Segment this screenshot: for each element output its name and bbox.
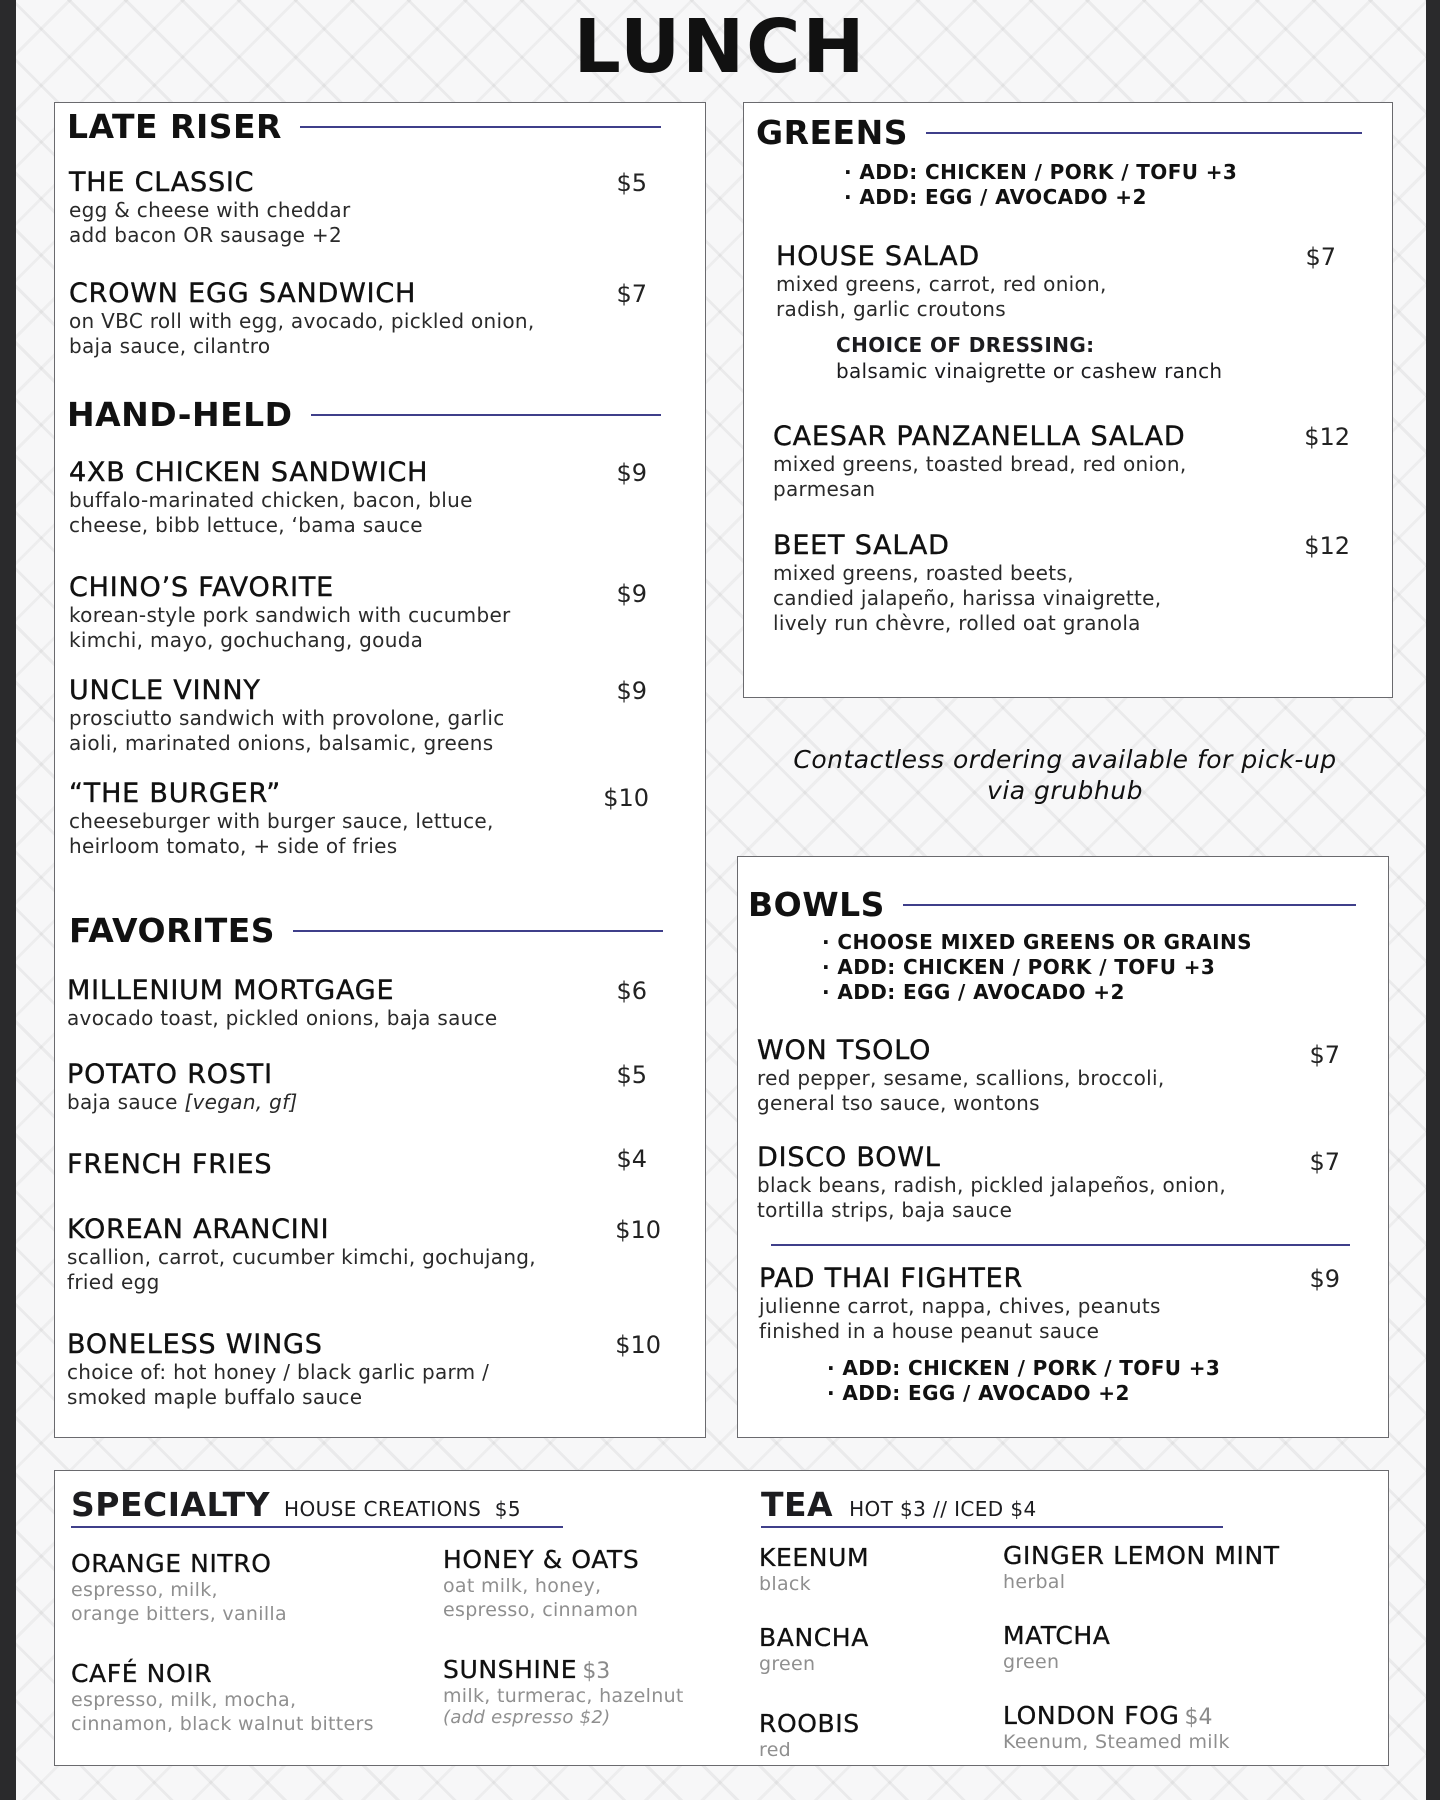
item-price: $12 xyxy=(1304,423,1350,451)
item-desc: korean-style pork sandwich with cucumber xyxy=(69,603,511,627)
item-name: POTATO ROSTI xyxy=(67,1059,273,1090)
bowls-add-egg-avocado: · ADD: EGG / AVOCADO +2 xyxy=(822,980,1125,1004)
drink-name: HONEY & OATS xyxy=(443,1545,640,1574)
bowls-header xyxy=(748,885,1356,924)
drink-name: LONDON FOG xyxy=(1003,1701,1180,1730)
menu-item-uncle-vinny xyxy=(69,675,647,756)
item-name: MILLENIUM MORTGAGE xyxy=(67,975,395,1006)
section-rule xyxy=(311,414,661,416)
section-rule xyxy=(293,930,663,932)
menu-item-disco-bowl xyxy=(757,1142,1340,1223)
specialty-heading: SPECIALTY xyxy=(71,1485,271,1524)
greens-add-protein: · ADD: CHICKEN / PORK / TOFU +3 xyxy=(844,160,1238,184)
drink-cafe-noir xyxy=(71,1659,374,1736)
item-name: BEET SALAD xyxy=(773,530,950,561)
item-desc: fried egg xyxy=(67,1270,160,1294)
item-desc: egg & cheese with cheddar xyxy=(69,198,351,222)
menu-item-won-tsolo xyxy=(757,1035,1340,1116)
drink-name: ORANGE NITRO xyxy=(71,1549,272,1578)
drink-desc: oat milk, honey, xyxy=(443,1575,602,1597)
item-name: BONELESS WINGS xyxy=(67,1329,323,1360)
item-desc: heirloom tomato, + side of fries xyxy=(69,834,398,858)
item-desc: mixed greens, carrot, red onion, xyxy=(776,272,1107,296)
item-name: HOUSE SALAD xyxy=(776,241,980,272)
item-price: $10 xyxy=(615,1216,661,1244)
item-name: 4XB CHICKEN SANDWICH xyxy=(69,457,429,488)
drink-orange-nitro xyxy=(71,1549,287,1626)
note-line-1: Contactless ordering available for pick-up xyxy=(793,745,1337,774)
drink-desc: espresso, milk, mocha, xyxy=(71,1689,297,1711)
tea-header xyxy=(761,1485,1231,1528)
drink-desc: red xyxy=(759,1739,792,1761)
menu-title: LUNCH xyxy=(573,4,867,90)
item-name: CAESAR PANZANELLA SALAD xyxy=(773,421,1186,452)
drink-honey-and-oats xyxy=(443,1545,639,1622)
item-name: CROWN EGG SANDWICH xyxy=(69,278,417,309)
tea-matcha xyxy=(1003,1621,1111,1674)
item-desc: smoked maple buffalo sauce xyxy=(67,1385,363,1409)
item-name: THE CLASSIC xyxy=(69,167,255,198)
item-desc: buffalo-marinated chicken, bacon, blue xyxy=(69,488,473,512)
drinks-panel xyxy=(54,1470,1389,1766)
contactless-ordering-note xyxy=(760,744,1370,806)
item-price: $9 xyxy=(616,677,647,705)
item-name: KOREAN ARANCINI xyxy=(67,1214,330,1245)
item-desc xyxy=(67,1090,661,1115)
section-rule xyxy=(761,1526,1223,1528)
right-frame-edge xyxy=(1426,0,1440,1800)
drink-name: ROOBIS xyxy=(759,1709,860,1738)
hand-held-header xyxy=(67,395,661,434)
item-name: WON TSOLO xyxy=(757,1035,932,1066)
item-desc: cheeseburger with burger sauce, lettuce, xyxy=(69,809,494,833)
item-desc: lively run chèvre, rolled oat granola xyxy=(773,611,1141,635)
tea-heading: TEA xyxy=(761,1485,834,1524)
drink-name: KEENUM xyxy=(759,1543,870,1572)
menu-item-caesar-panzanella-salad xyxy=(773,421,1350,502)
drink-desc: espresso, milk, xyxy=(71,1579,218,1601)
menu-item-4xb-chicken-sandwich xyxy=(69,457,647,538)
greens-add-egg-avocado: · ADD: EGG / AVOCADO +2 xyxy=(844,185,1147,209)
tea-subtitle: HOT $3 // ICED $4 xyxy=(849,1497,1037,1521)
item-price: $7 xyxy=(616,280,647,308)
item-desc: baja sauce, cilantro xyxy=(69,334,271,358)
item-name: FRENCH FRIES xyxy=(67,1149,273,1180)
item-price: $6 xyxy=(616,977,647,1005)
item-desc: cheese, bibb lettuce, ‘bama sauce xyxy=(69,513,423,537)
pad-thai-add-protein: · ADD: CHICKEN / PORK / TOFU +3 xyxy=(827,1356,1221,1380)
tea-london-fog xyxy=(1003,1701,1230,1754)
item-desc: general tso sauce, wontons xyxy=(757,1091,1040,1115)
favorites-heading: FAVORITES xyxy=(69,911,276,950)
drink-desc: green xyxy=(1003,1651,1060,1673)
menu-item-french-fries xyxy=(67,1143,661,1180)
item-desc: julienne carrot, nappa, chives, peanuts xyxy=(759,1294,1161,1318)
item-desc: add bacon OR sausage +2 xyxy=(69,223,342,247)
menu-item-beet-salad xyxy=(773,530,1350,636)
dressing-choice xyxy=(776,332,1350,384)
drink-name: CAFÉ NOIR xyxy=(71,1659,213,1688)
dressing-options: balsamic vinaigrette or cashew ranch xyxy=(836,359,1223,383)
item-desc: prosciutto sandwich with provolone, garlic xyxy=(69,706,505,730)
drink-name: SUNSHINE xyxy=(443,1655,578,1684)
item-desc: mixed greens, roasted beets, xyxy=(773,561,1074,585)
section-rule xyxy=(903,904,1356,906)
item-price: $10 xyxy=(615,1331,661,1359)
item-desc: on VBC roll with egg, avocado, pickled onion, xyxy=(69,309,535,333)
menu-item-millenium-mortgage xyxy=(67,975,661,1031)
item-name: UNCLE VINNY xyxy=(69,675,261,706)
bowls-choose-base: · CHOOSE MIXED GREENS OR GRAINS xyxy=(822,930,1252,954)
left-menu-panel xyxy=(54,102,706,1438)
item-price: $12 xyxy=(1304,532,1350,560)
bowls-add-protein: · ADD: CHICKEN / PORK / TOFU +3 xyxy=(822,955,1216,979)
item-price: $9 xyxy=(616,580,647,608)
item-desc: kimchi, mayo, gochuchang, gouda xyxy=(69,628,424,652)
drink-desc: cinnamon, black walnut bitters xyxy=(71,1713,374,1735)
tea-roobis xyxy=(759,1709,860,1762)
item-desc: choice of: hot honey / black garlic parm / xyxy=(67,1360,490,1384)
item-desc: scallion, carrot, cucumber kimchi, gochujang, xyxy=(67,1245,536,1269)
item-desc: candied jalapeño, harissa vinaigrette, xyxy=(773,586,1162,610)
bowls-heading: BOWLS xyxy=(748,885,885,924)
item-desc: red pepper, sesame, scallions, broccoli, xyxy=(757,1066,1165,1090)
item-desc: finished in a house peanut sauce xyxy=(759,1319,1100,1343)
drink-price: $4 xyxy=(1184,1705,1213,1730)
drink-price: $3 xyxy=(582,1659,611,1684)
item-name: “THE BURGER” xyxy=(69,778,282,809)
drink-desc: Keenum, Steamed milk xyxy=(1003,1731,1230,1753)
greens-heading: GREENS xyxy=(756,113,908,152)
section-rule xyxy=(300,126,661,128)
item-desc-text: baja sauce xyxy=(67,1090,185,1114)
tea-keenum xyxy=(759,1543,869,1596)
drink-desc: espresso, cinnamon xyxy=(443,1599,639,1621)
item-price: $5 xyxy=(616,169,647,197)
item-price: $7 xyxy=(1309,1148,1340,1176)
item-desc: aioli, marinated onions, balsamic, greens xyxy=(69,731,494,755)
late-riser-heading: LATE RISER xyxy=(67,107,282,146)
menu-item-chinos-favorite xyxy=(69,572,647,653)
greens-header xyxy=(756,113,1362,152)
note-line-2: via grubhub xyxy=(987,776,1143,805)
hand-held-heading: HAND-HELD xyxy=(67,395,293,434)
favorites-header xyxy=(69,911,663,950)
item-desc: parmesan xyxy=(773,477,876,501)
tea-ginger-lemon-mint xyxy=(1003,1541,1280,1594)
bowls-panel xyxy=(737,856,1389,1438)
specialty-header xyxy=(71,1485,571,1528)
tea-bancha xyxy=(759,1623,869,1676)
item-desc: mixed greens, toasted bread, red onion, xyxy=(773,452,1187,476)
drink-name: MATCHA xyxy=(1003,1621,1111,1650)
drink-desc: black xyxy=(759,1573,811,1595)
item-price: $4 xyxy=(616,1145,647,1173)
specialty-subtitle: HOUSE CREATIONS $5 xyxy=(284,1497,522,1521)
bowls-divider-rule xyxy=(771,1244,1350,1246)
drink-name: GINGER LEMON MINT xyxy=(1003,1541,1280,1570)
item-desc: black beans, radish, pickled jalapeños, onion, xyxy=(757,1173,1227,1197)
greens-panel xyxy=(743,102,1393,698)
drink-name: BANCHA xyxy=(759,1623,869,1652)
dressing-label: CHOICE OF DRESSING: xyxy=(836,333,1095,357)
item-price: $9 xyxy=(616,459,647,487)
item-price: $9 xyxy=(1309,1265,1340,1293)
item-desc: radish, garlic croutons xyxy=(776,297,1006,321)
menu-item-boneless-wings xyxy=(67,1329,661,1410)
drink-desc: green xyxy=(759,1653,816,1675)
menu-item-house-salad xyxy=(776,241,1350,322)
item-diet-tags: [vegan, gf] xyxy=(184,1090,298,1114)
item-name: DISCO BOWL xyxy=(757,1142,941,1173)
item-price: $7 xyxy=(1309,1041,1340,1069)
item-price: $7 xyxy=(1305,243,1336,271)
menu-item-the-classic xyxy=(69,167,647,248)
menu-item-korean-arancini xyxy=(67,1214,661,1295)
drink-sunshine xyxy=(443,1655,684,1728)
drink-desc: orange bitters, vanilla xyxy=(71,1603,287,1625)
item-desc: avocado toast, pickled onions, baja sauce xyxy=(67,1006,498,1030)
item-name: CHINO’S FAVORITE xyxy=(69,572,334,603)
item-price: $5 xyxy=(616,1061,647,1089)
late-riser-header xyxy=(67,107,661,146)
menu-item-the-burger xyxy=(69,778,647,859)
left-frame-edge xyxy=(0,0,16,1800)
item-price: $10 xyxy=(603,784,649,812)
item-desc: tortilla strips, baja sauce xyxy=(757,1198,1013,1222)
drink-desc: herbal xyxy=(1003,1571,1066,1593)
drink-note: (add espresso $2) xyxy=(443,1707,611,1728)
drink-desc: milk, turmerac, hazelnut xyxy=(443,1685,684,1707)
section-rule xyxy=(926,132,1362,134)
menu-item-potato-rosti xyxy=(67,1059,661,1115)
menu-item-crown-egg-sandwich xyxy=(69,278,647,359)
menu-item-pad-thai-fighter xyxy=(759,1263,1340,1344)
item-name: PAD THAI FIGHTER xyxy=(759,1263,1024,1294)
section-rule xyxy=(71,1526,563,1528)
pad-thai-add-egg-avocado: · ADD: EGG / AVOCADO +2 xyxy=(827,1381,1130,1405)
